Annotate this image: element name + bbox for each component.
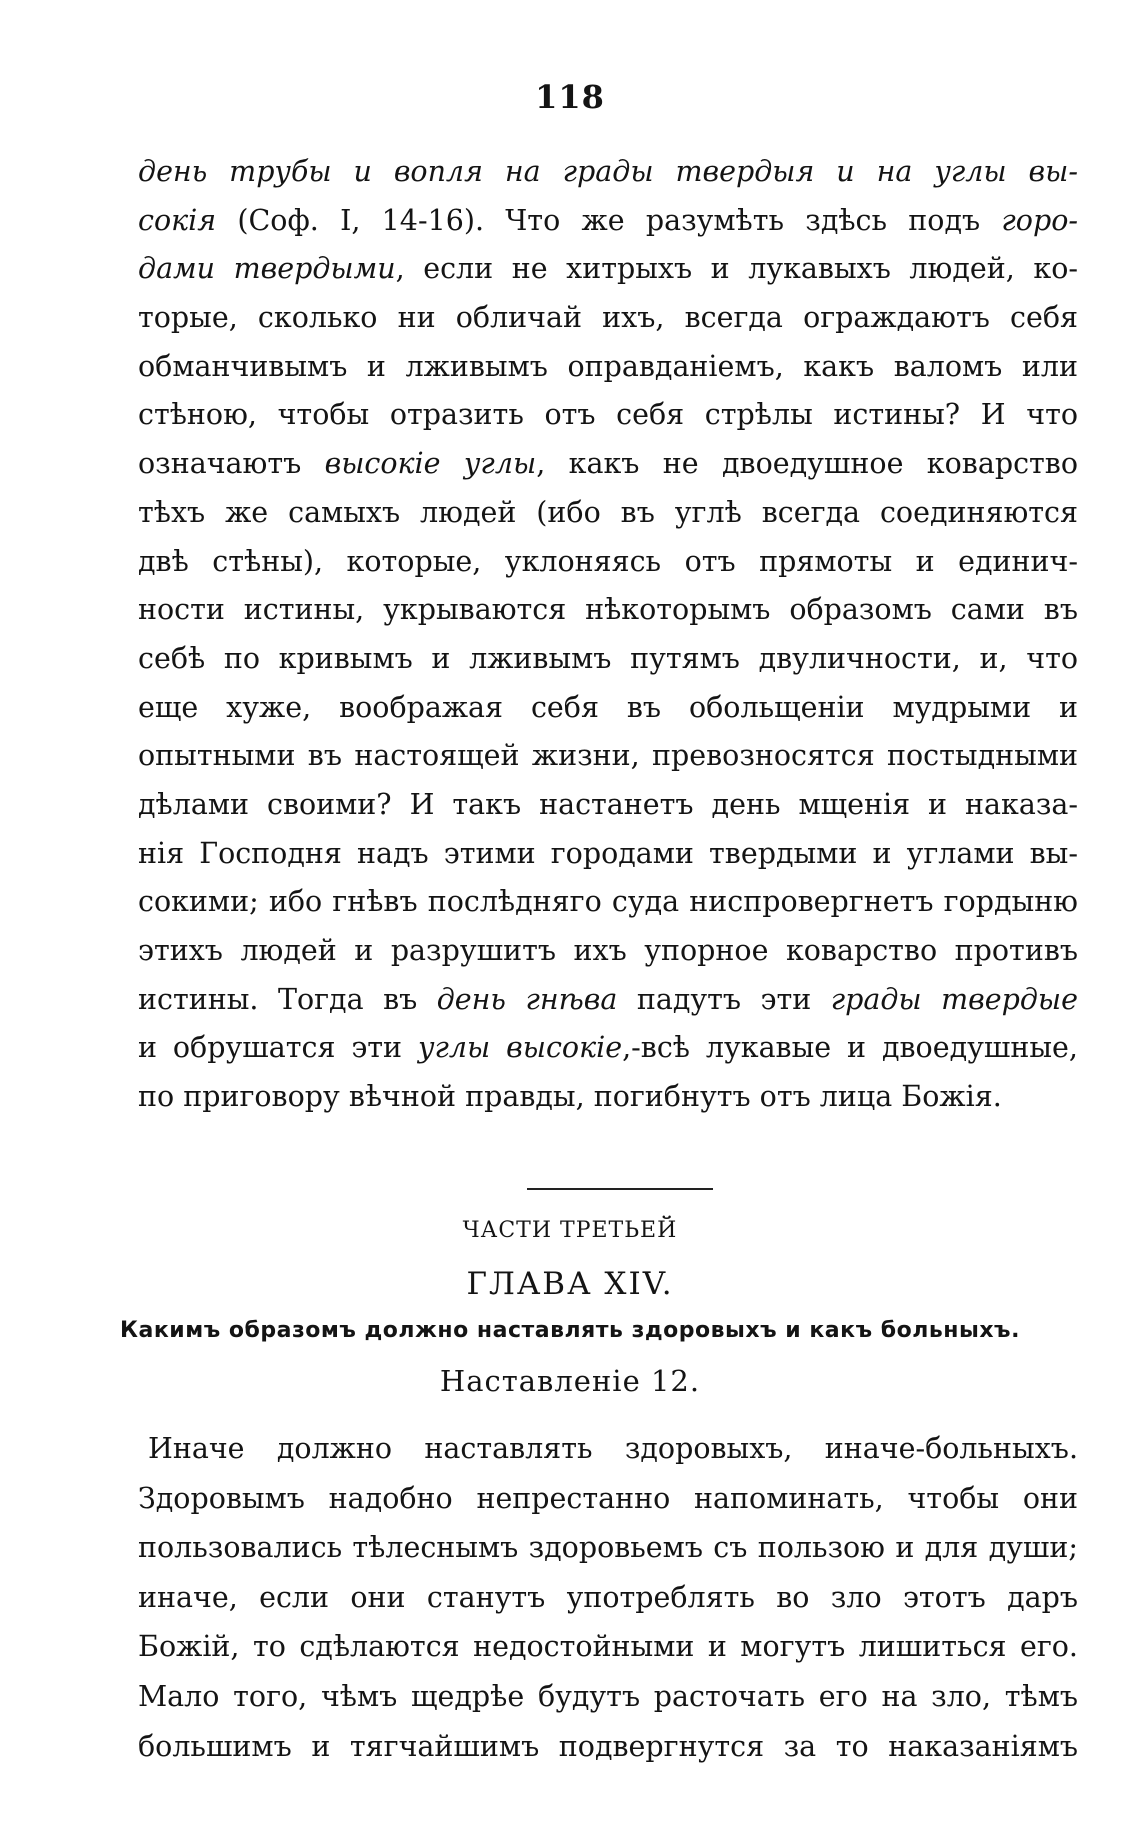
chapter-heading: ГЛАВА XIV. [466,1266,674,1302]
instruction-heading: Наставленіе 12. [439,1364,701,1398]
text-segment: этихъ людей и разрушитъ ихъ упорное коварство противъ [138,934,1078,967]
text-segment: означаютъ [138,447,325,481]
text-line [138,489,1078,538]
text-line: большимъ и тягчайшимъ подвергнутся за то наказаніямъ [138,1729,1078,1763]
text-line [138,245,1078,294]
text-line [138,1024,1078,1073]
text-line [138,148,1078,197]
text-segment: падутъ эти [617,982,831,1016]
text-segment: истины. Тогда въ [138,982,437,1016]
text-segment: себѣ по кривымъ и лживымъ путямъ двуличности, и, что [138,641,1078,675]
text-line [138,635,1078,684]
text-line: Мало того, чѣмъ щедрѣе будутъ расточать его на зло, тѣмъ [138,1679,1078,1713]
text-segment: обманчивымъ и лживымъ оправданіемъ, какъ валомъ или [138,349,1078,383]
text-segment: (Соф. I, 14-16). Что же разумѣть здѣсь подъ [216,203,1002,237]
italic-text: грады твердые [830,982,1078,1016]
text-line: Божій, то сдѣлаются недостойными и могутъ лишиться его. [138,1630,1078,1664]
text-segment: двѣ стѣны), которые, уклоняясь отъ прямоты и единич- [138,544,1078,578]
text-segment: по приговору вѣчной правды, погибнутъ отъ лица Божія. [138,1080,1002,1114]
section-divider [527,1188,713,1190]
text-line [138,343,1078,392]
text-segment: дѣлами своими? И такъ настанетъ день мщенія и наказа- [138,787,1078,821]
text-segment: , если не хитрыхъ и лукавыхъ людей, ко- [395,252,1078,286]
text-line [138,586,1078,635]
italic-text: углы высокіе [417,1031,623,1065]
text-line [138,294,1078,343]
text-line [138,781,1078,830]
text-line [138,976,1078,1025]
text-segment: , какъ не двоедушное коварство [536,447,1078,481]
text-segment: нія Господня надъ этими городами твердыми и углами вы- [138,836,1078,870]
text-segment: сокими; ибо гнѣвъ послѣдняго суда ниспровергнетъ гордыню [138,885,1078,919]
paragraph-top [138,148,1078,1122]
text-line [138,538,1078,587]
text-segment: еще хуже, воображая себя въ обольщеніи мудрыми и [138,690,1078,724]
italic-text: горо- [1001,203,1078,237]
text-segment: стѣною, чтобы отразить отъ себя стрѣлы истины? И что [138,398,1078,432]
text-line: пользовались тѣлеснымъ здоровьемъ съ пользою и для души; [138,1531,1078,1565]
italic-text: высокіе углы [324,447,537,481]
italic-text: день гнѣва [436,982,618,1016]
text-line [138,440,1078,489]
paragraph-bottom [138,1424,1078,1771]
text-line [138,391,1078,440]
text-line [138,878,1078,927]
part-heading: ЧАСТИ ТРЕТЬЕЙ [462,1218,678,1243]
text-line [138,830,1078,879]
italic-text: день трубы и вопля на грады твердыя и на углы вы- [138,155,1078,188]
text-segment: тѣхъ же самыхъ людей (ибо въ углѣ всегда соединяются [138,495,1078,529]
text-segment: ,-всѣ лукавые и двоедушные, [622,1031,1078,1065]
text-line [138,684,1078,733]
text-line [138,927,1078,976]
italic-text: дами твердыми [138,252,396,286]
text-line [138,1073,1078,1122]
text-line [138,732,1078,781]
text-segment: ности истины, укрываются нѣкоторымъ образомъ сами въ [138,593,1078,627]
page-number: 118 [535,78,605,116]
text-segment: торые, сколько ни обличай ихъ, всегда ограждаютъ себя [138,301,1078,335]
text-segment: и обрушатся эти [138,1031,418,1065]
italic-text: сокія [138,203,217,237]
text-line: иначе, если они станутъ употреблять во зло этотъ даръ [138,1580,1078,1614]
text-line: Здоровымъ надобно непрестанно напоминать, чтобы они [138,1481,1078,1515]
chapter-subtitle: Какимъ образомъ должно наставлять здоровыхъ и какъ больныхъ. [120,1318,1020,1343]
text-line: Иначе должно наставлять здоровыхъ, иначе-больныхъ. [148,1432,1078,1465]
text-line [138,197,1078,246]
text-segment: опытными въ настоящей жизни, превозносятся постыдными [138,739,1078,773]
